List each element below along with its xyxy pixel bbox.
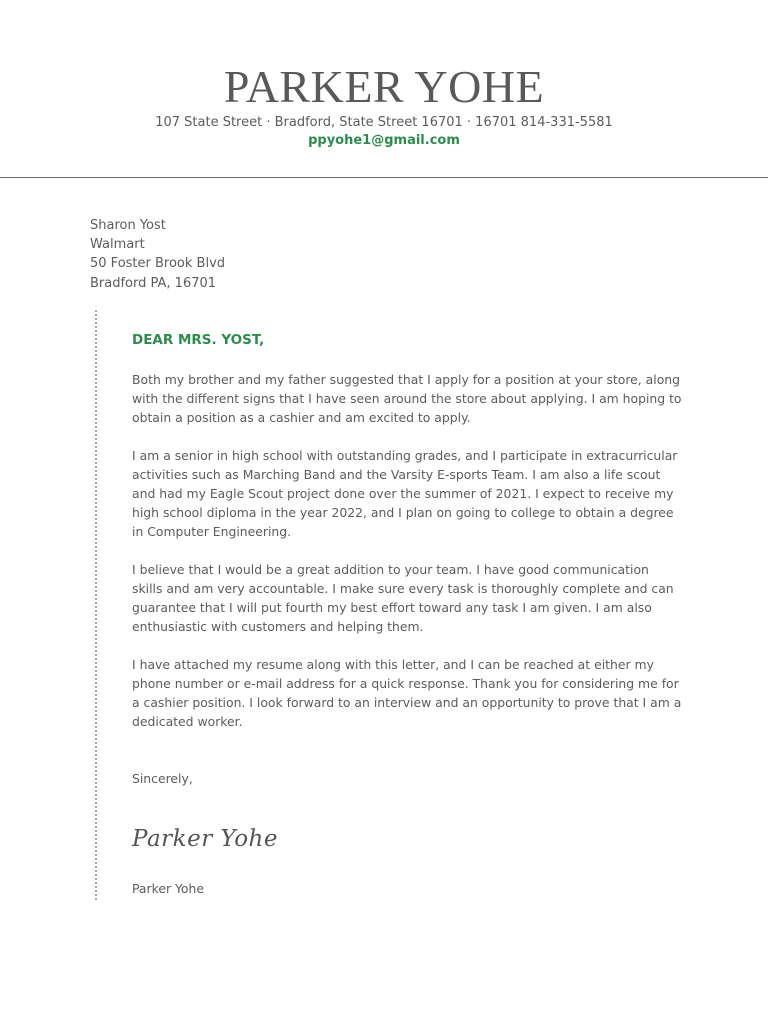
paragraph-2: I am a senior in high school with outstanding grades, and I participate in extracurricular activities such as Marching Band and the Varsity E-sports Team. I am also a life scout and had my Eagle Scout project done over the summer of 2021. I expect to receive my high school diploma in the year 2022, and I plan on going to college to obtain a degree in Computer Engineering. [132,448,678,539]
salutation: DEAR MRS. YOST, [132,332,265,348]
recipient-city: Bradford PA, 16701 [90,275,217,291]
letter-body [132,330,682,750]
recipient-name: Sharon Yost [90,218,166,233]
closing: Sincerely, [132,771,193,786]
signer-name: Parker Yohe [132,881,204,896]
letterhead [0,0,768,178]
paragraph-3: I believe that I would be a great addition to your team. I have good communication skills and am very accountable. I make sure every task is thoroughly complete and can guarantee that I will put fourth my best effort toward any task I am given. I am also enthusiastic with customers and helping them. [132,562,674,634]
sender-contact-line: 107 State Street · Bradford, State Street 16701 · 16701 814-331-5581 [155,115,613,130]
recipient-company: Walmart [90,237,145,253]
sender-name: PARKER YOHE [223,61,545,112]
recipient-address [90,216,225,293]
paragraph-1: Both my brother and my father suggested that I apply for a position at your store, along with the different signs that I have seen around the store about applying. I am hoping to obtain a position as a cashier and am excited to apply. [132,372,682,425]
sender-email: ppyohe1@gmail.com [308,133,460,148]
dotted-divider [95,310,97,900]
recipient-street: 50 Foster Brook Blvd [90,256,226,272]
paragraph-4: I have attached my resume along with this letter, and I can be reached at either my phone number or e-mail address for a quick response. Thank you for considering me for a cashier position. I look forward to an interview and an opportunity to prove that I am a dedicated worker. [132,657,682,729]
handwritten-signature: Parker Yohe [132,826,278,852]
